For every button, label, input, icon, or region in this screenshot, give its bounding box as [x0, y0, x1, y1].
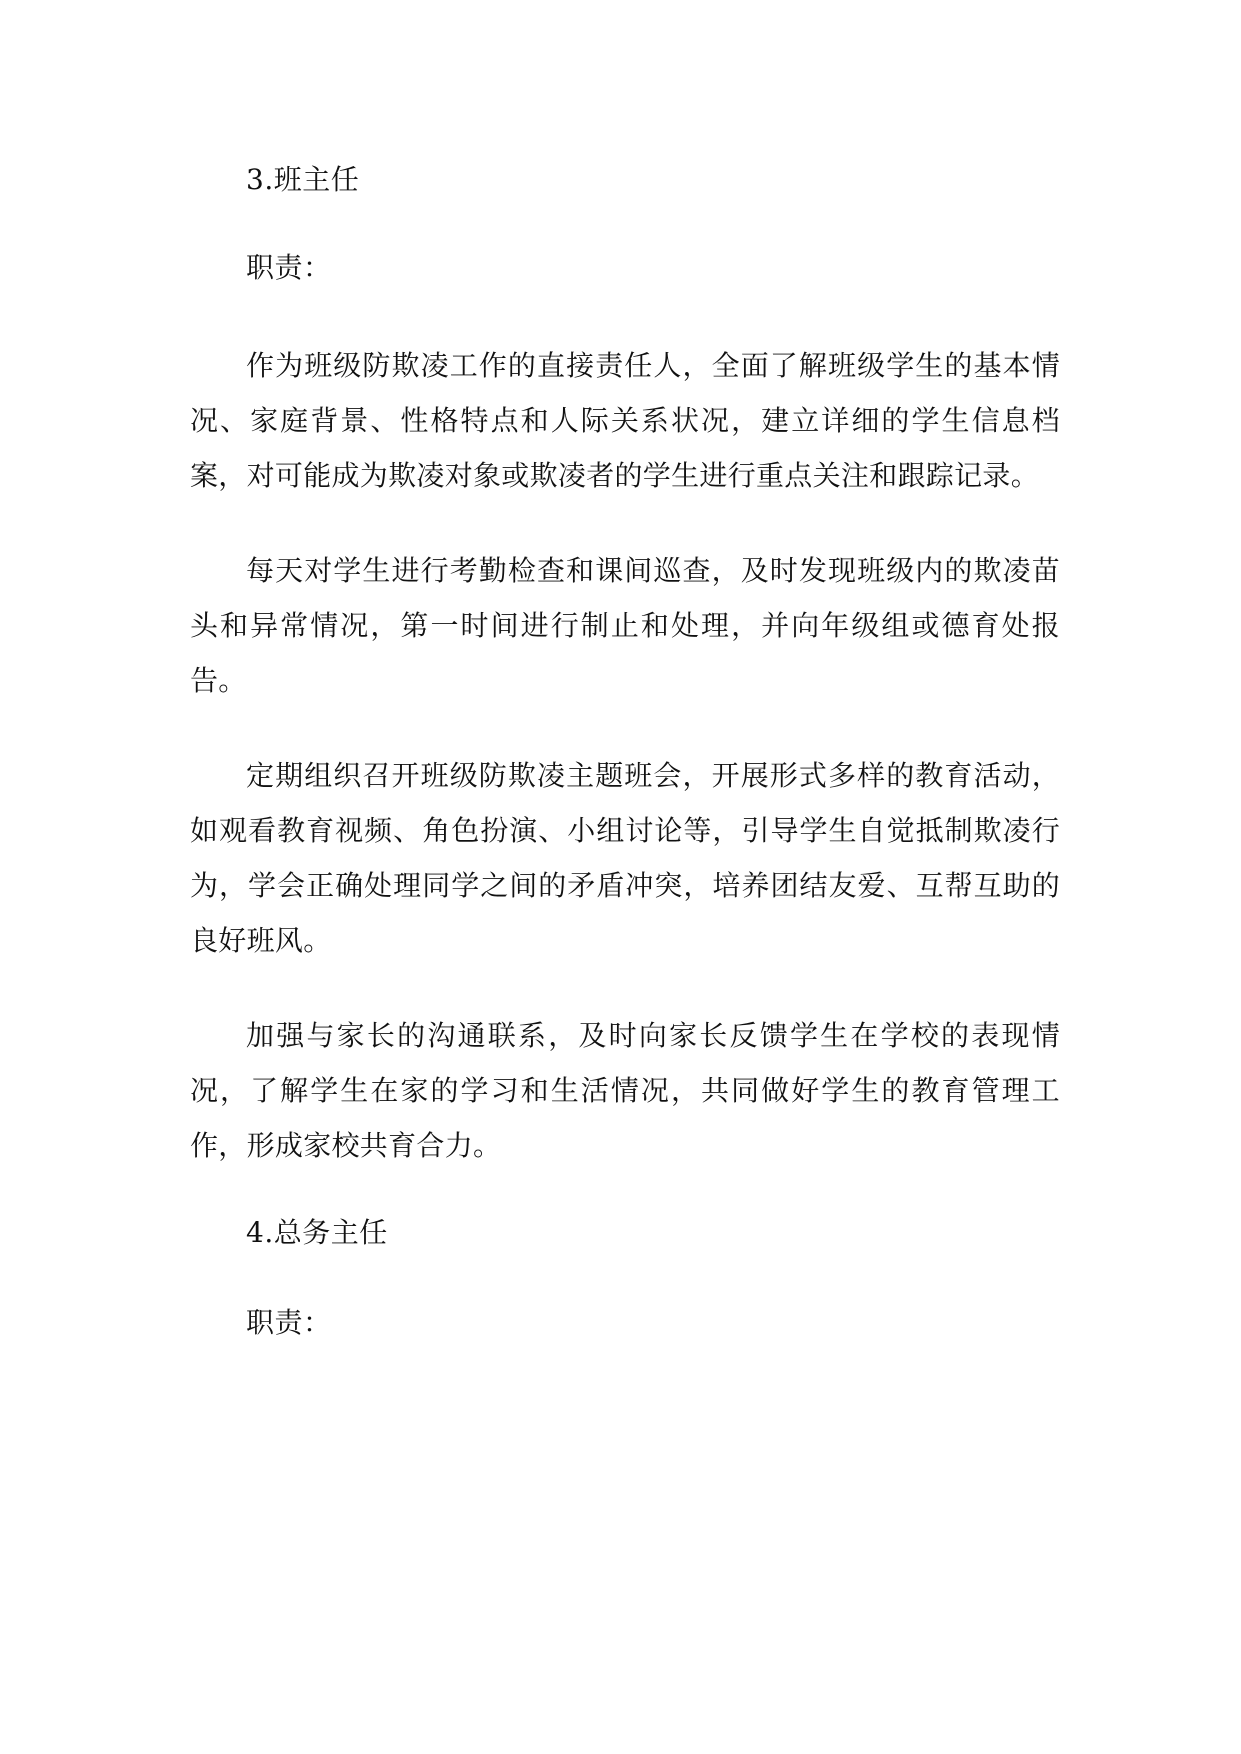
- paragraph: 定期组织召开班级防欺凌主题班会，开展形式多样的教育活动，如观看教育视频、角色扮演、小组讨论等，引导学生自觉抵制欺凌行为，学会正确处理同学之间的矛盾冲突，培养团结友爱、互帮互助的良好班风。: [190, 759, 1060, 957]
- document-body: [190, 160, 1060, 1343]
- section-heading-general-affairs: 4.总务主任: [246, 1216, 388, 1249]
- paragraph: 加强与家长的沟通联系，及时向家长反馈学生在学校的表现情况，了解学生在家的学习和生活情况，共同做好学生的教育管理工作，形成家校共育合力。: [190, 1019, 1060, 1162]
- paragraph: 作为班级防欺凌工作的直接责任人，全面了解班级学生的基本情况、家庭背景、性格特点和人际关系状况，建立详细的学生信息档案，对可能成为欺凌对象或欺凌者的学生进行重点关注和跟踪记录。: [190, 349, 1060, 492]
- section-heading-head-teacher: 3.班主任: [246, 163, 360, 196]
- duty-label: 职责：: [246, 251, 332, 284]
- paragraph: 每天对学生进行考勤检查和课间巡查，及时发现班级内的欺凌苗头和异常情况，第一时间进行制止和处理，并向年级组或德育处报告。: [190, 554, 1060, 697]
- duty-label: 职责：: [246, 1306, 332, 1339]
